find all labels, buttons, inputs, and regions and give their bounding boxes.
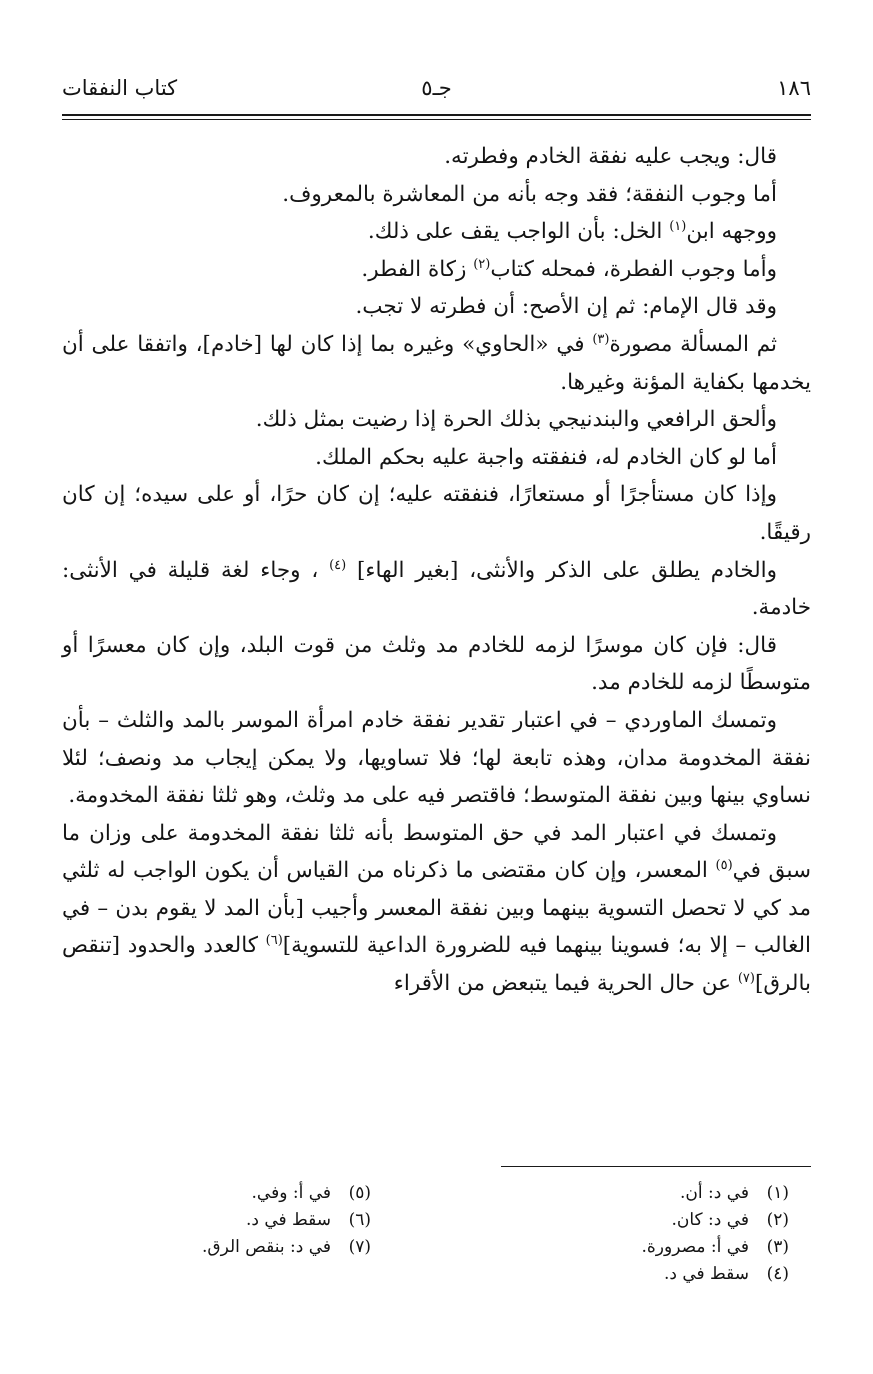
paragraph bbox=[62, 251, 811, 289]
footnote-text: سقط في د. bbox=[245, 1210, 331, 1230]
paragraph-text: وتمسك في اعتبار المد في حق المتوسط بأنه ثلثا نفقة المخدومة على وزان ما سبق في bbox=[62, 820, 811, 884]
paragraph-text: كالعدد والحدود [تنقص بالرق] bbox=[62, 933, 811, 997]
footnote-number: (٧) bbox=[348, 1237, 371, 1257]
footnote-text: في أ: وفي. bbox=[251, 1183, 331, 1203]
footnotes-column-right bbox=[409, 1180, 789, 1288]
footnote-item bbox=[409, 1207, 789, 1234]
paragraph bbox=[62, 439, 811, 477]
footnote-item bbox=[0, 1234, 371, 1261]
footnote-item bbox=[0, 1207, 371, 1234]
footnote-text: سقط في د. bbox=[663, 1264, 749, 1284]
footnote-number: (٦) bbox=[348, 1210, 371, 1230]
paragraph-text: أما لو كان الخادم له، فنفقته واجبة عليه بحكم الملك. bbox=[315, 444, 777, 470]
paragraph-text: والخادم يطلق على الذكر والأنثى، [بغير الهاء] bbox=[346, 557, 777, 583]
running-header bbox=[62, 72, 811, 112]
footnote-marker: (٧) bbox=[737, 970, 755, 986]
paragraph-text: قال: ويجب عليه نفقة الخادم وفطرته. bbox=[444, 144, 777, 169]
paragraph-text: عن حال الحرية فيما يتبعض من الأقراء bbox=[393, 971, 738, 997]
footnote-text: في د: كان. bbox=[671, 1210, 749, 1230]
paragraph bbox=[62, 815, 811, 1003]
footnote-text: في د: أن. bbox=[679, 1183, 749, 1203]
paragraph-text: المعسر، وإن كان مقتضى ما ذكرناه من القياس أن يكون الواجب له ثلثي مد كي لا تحصل التسوية بينهما وبين نفقة المعسر وأجيب [بأن المد لا يقوم بدن – في الغالب – إلا به؛ فسوينا بينهما فيه للضرورة الداعية للتسوية] bbox=[62, 858, 811, 959]
paragraph-text: وألحق الرافعي والبندنيجي بذلك الحرة إذا رضيت بمثل ذلك. bbox=[255, 407, 777, 433]
footnote-item bbox=[0, 1180, 371, 1207]
paragraph bbox=[62, 401, 811, 439]
footnote-marker: (٢) bbox=[473, 256, 491, 272]
paragraph bbox=[62, 627, 811, 702]
footnote-text: في د: بنقص الرق. bbox=[202, 1237, 331, 1257]
paragraph-text: وتمسك الماوردي – في اعتبار تقدير نفقة خادم امرأة الموسر بالمد والثلث – بأن نفقة المخدومة مدان، وهذه تابعة لها؛ فلا تساويها، ولا يمكن إيجاب مد ونصف؛ لئلا نساوي بينها وبين نفقة المتوسط؛ فاقتصر فيه على مد وثلث، وهو ثلثا نفقة المخدومة. bbox=[62, 707, 811, 809]
footnote-number: (٢) bbox=[766, 1210, 789, 1230]
footnote-item bbox=[409, 1234, 789, 1261]
paragraph-text: أما وجوب النفقة؛ فقد وجه بأنه من المعاشرة بالمعروف. bbox=[282, 181, 777, 207]
paragraph-text: ثم المسألة مصورة bbox=[609, 331, 778, 357]
paragraph-text: ووجهه ابن bbox=[686, 219, 777, 245]
paragraph-text: قال: فإن كان موسرًا لزمه للخادم مد وثلث من قوت البلد، وإن كان معسرًا أو متوسطًا لزمه للخادم مد. bbox=[62, 632, 811, 696]
footnote-number: (٥) bbox=[348, 1183, 371, 1203]
footnote-item bbox=[409, 1261, 789, 1288]
footnotes-column-left bbox=[0, 1180, 371, 1261]
paragraph bbox=[62, 176, 811, 214]
paragraph-text: الخل: بأن الواجب يقف على ذلك. bbox=[367, 219, 670, 245]
footnote-marker: (٤) bbox=[329, 557, 347, 573]
footnote-item bbox=[409, 1180, 789, 1207]
header-rule-thick bbox=[62, 114, 811, 116]
footnote-marker: (٥) bbox=[715, 858, 733, 874]
paragraph-text: وإذا كان مستأجرًا أو مستعارًا، فنفقته عليه؛ إن كان حرًا، أو على سيده؛ إن كان رقيقًا. bbox=[62, 482, 811, 545]
paragraph bbox=[62, 552, 811, 627]
paragraph bbox=[62, 213, 811, 251]
footnote-marker: (٦) bbox=[265, 933, 283, 949]
header-rule-thin bbox=[62, 119, 811, 120]
footnote-marker: (١) bbox=[669, 219, 687, 235]
paragraph bbox=[62, 326, 811, 401]
paragraph bbox=[62, 702, 811, 815]
footnote-number: (٣) bbox=[766, 1237, 789, 1257]
footnote-marker: (٣) bbox=[592, 331, 610, 347]
paragraph bbox=[62, 288, 811, 326]
paragraph-text: زكاة الفطر. bbox=[361, 256, 474, 282]
paragraph-text: وقد قال الإمام: ثم إن الأصح: أن فطرته لا تجب. bbox=[355, 294, 777, 320]
footnote-text: في أ: مصرورة. bbox=[641, 1237, 749, 1257]
footnote-number: (٤) bbox=[766, 1264, 789, 1284]
paragraph bbox=[62, 476, 811, 551]
paragraph-text: ، وجاء لغة قليلة في الأنثى: خادمة. bbox=[62, 557, 811, 621]
paragraph-text: وأما وجوب الفطرة، فمحله كتاب bbox=[490, 256, 777, 282]
paragraph bbox=[62, 138, 811, 176]
footnote-number: (١) bbox=[766, 1183, 789, 1203]
main-text bbox=[62, 138, 811, 1003]
footnote-separator bbox=[501, 1166, 811, 1167]
page-number: ١٨٦ bbox=[777, 76, 811, 100]
volume-label: جـ٥ bbox=[421, 76, 452, 100]
book-title: كتاب النفقات bbox=[62, 76, 178, 100]
paragraph-text: في «الحاوي» وغيره بما إذا كان لها [خادم]، واتفقا على أن يخدمها بكفاية المؤنة وغيرها. bbox=[62, 331, 811, 395]
